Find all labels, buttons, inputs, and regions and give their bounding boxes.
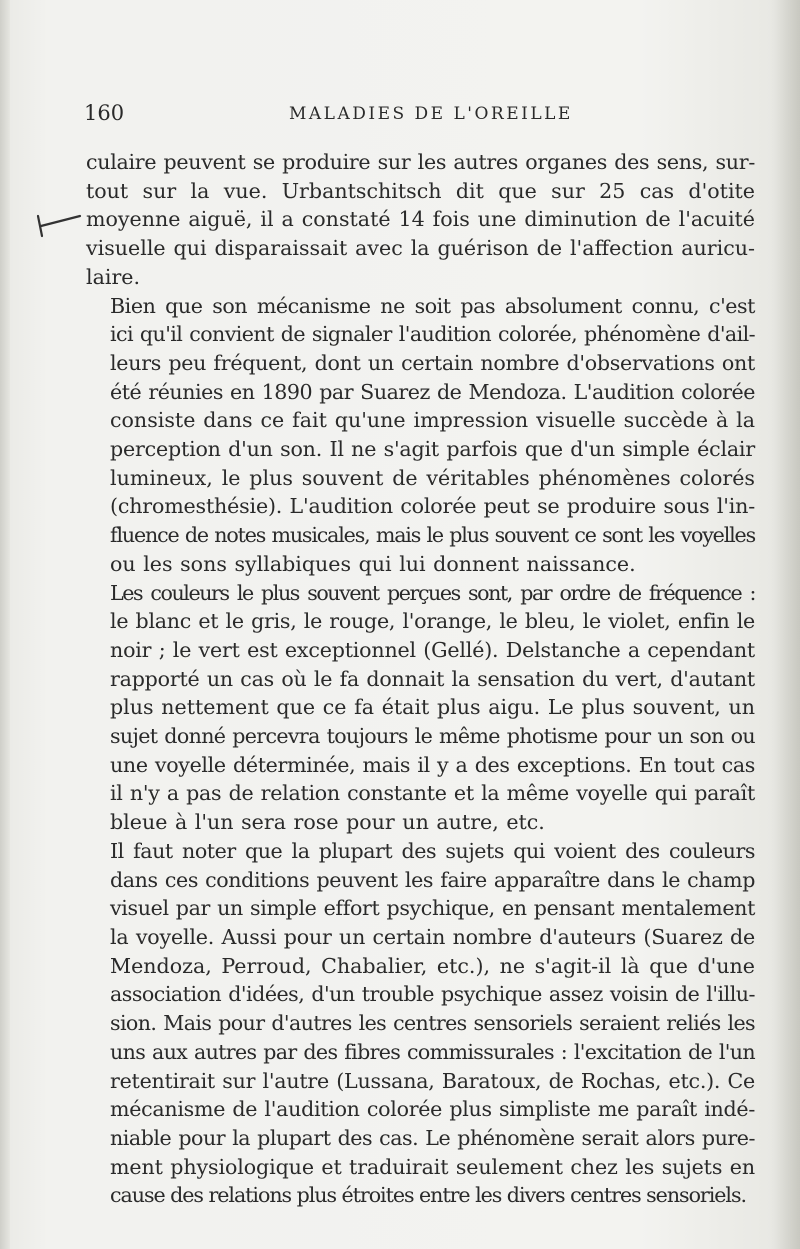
page-header [84,101,754,131]
text-line: perception d'un son. Il ne s'agit parfois que d'un simple éclair [110,437,755,462]
text-line: ici qu'il convient de signaler l'audition colorée, phénomène d'ail- [110,322,755,347]
text-line: le blanc et le gris, le rouge, l'orange, le bleu, le violet, enfin le [110,609,755,634]
paragraph-2 [86,292,755,579]
text-line: association d'idées, d'un trouble psychique assez voisin de l'illu- [110,982,755,1007]
text-line: tout sur la vue. Urbantschitsch dit que sur 25 cas d'otite [86,178,755,203]
page-right-shadow [770,0,800,1249]
page-left-edge [0,0,10,1249]
text-line: mécanisme de l'audition colorée plus simpliste me paraît indé- [110,1097,755,1122]
text-line: culaire peuvent se produire sur les autres organes des sens, sur- [86,150,755,174]
text-line: Les couleurs le plus souvent perçues sont, par ordre de fréquence : [110,580,755,605]
text-line: visuel par un simple effort psychique, en pensant mentalement [110,896,755,921]
text-line: plus nettement que ce fa était plus aigu. Le plus souvent, un [110,695,755,720]
paragraph-1 [86,148,755,292]
text-line: été réunies en 1890 par Suarez de Mendoza. L'audition colorée [110,379,755,404]
text-line: sion. Mais pour d'autres les centres sensoriels seraient reliés les [110,1011,755,1036]
paragraph-3 [86,579,755,837]
text-line: dans ces conditions peuvent les faire apparaître dans le champ [110,867,755,892]
margin-pencil-mark-icon [34,212,84,242]
text-line: Mendoza, Perroud, Chabalier, etc.), ne s'agit-il là que d'une [110,953,755,978]
text-line: visuelle qui disparaissait avec la guérison de l'affection auricu- [86,236,755,261]
text-line: fluence de notes musicales, mais le plus souvent ce sont les voyelles [110,523,755,548]
text-line: noir ; le vert est exceptionnel (Gellé). Delstanche a cependant [110,637,755,662]
page-number: 160 [84,101,125,125]
text-line: (chromesthésie). L'audition colorée peut se produire sous l'in- [110,494,755,519]
running-head: MALADIES DE L'OREILLE [289,104,573,124]
text-line: une voyelle déterminée, mais il y a des exceptions. En tout cas [110,752,755,777]
text-line: Il faut noter que la plupart des sujets qui voient des couleurs [110,838,755,863]
text-line: niable pour la plupart des cas. Le phénomène serait alors pure- [110,1125,755,1150]
text-line: retentirait sur l'autre (Lussana, Baratoux, de Rochas, etc.). Ce [110,1068,755,1093]
text-line: cause des relations plus étroites entre les divers centres sensoriels. [110,1183,746,1208]
text-line: il n'y a pas de relation constante et la même voyelle qui paraît [110,781,755,806]
text-line: Bien que son mécanisme ne soit pas absolument connu, c'est [110,293,755,318]
text-line: sujet donné percevra toujours le même photisme pour un son ou [110,724,755,749]
paragraph-4 [86,837,755,1210]
text-line: uns aux autres par des fibres commissurales : l'excitation de l'un [110,1039,755,1064]
text-line: bleue à l'un sera rose pour un autre, etc. [110,810,545,835]
text-line: lumineux, le plus souvent de véritables phénomènes colorés [110,465,755,490]
text-line: rapporté un cas où le fa donnait la sensation du vert, d'autant [110,666,755,691]
body-text [86,148,755,1210]
text-line: ou les sons syllabiques qui lui donnent naissance. [110,551,636,576]
text-line: laire. [86,264,141,289]
text-line: consiste dans ce fait qu'une impression visuelle succède à la [110,408,755,433]
text-line: moyenne aiguë, il a constaté 14 fois une diminution de l'acuité [86,207,755,232]
text-line: ment physiologique et traduirait seulement chez les sujets en [110,1154,755,1179]
text-line: la voyelle. Aussi pour un certain nombre d'auteurs (Suarez de [110,924,755,949]
text-line: leurs peu fréquent, dont un certain nombre d'observations ont [110,350,755,375]
